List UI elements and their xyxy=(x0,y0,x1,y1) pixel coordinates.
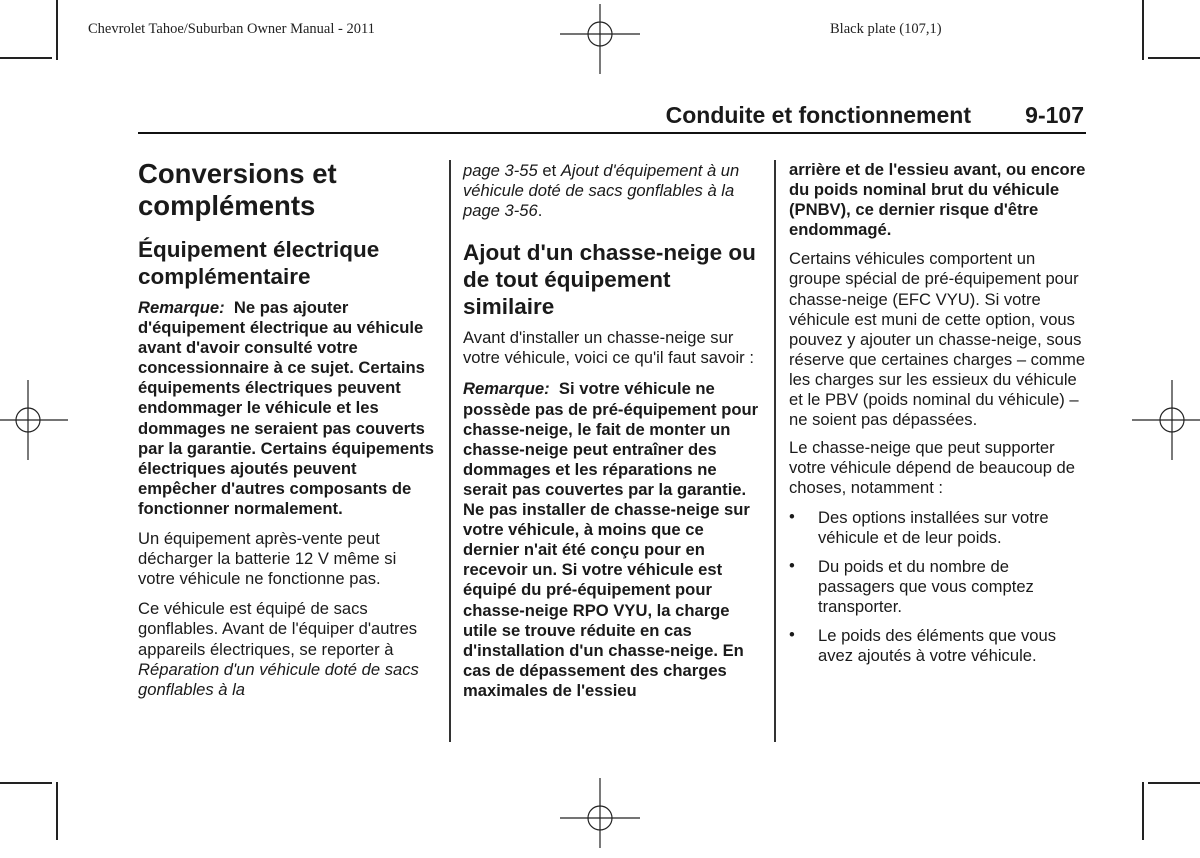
cross-reference-link[interactable]: Ajout d'équipement à un véhicule doté de sacs gonflables à la page 3-56 xyxy=(463,161,740,221)
cross-reference-link[interactable]: page 3-55 xyxy=(463,161,538,180)
column-1 xyxy=(138,158,436,700)
notice-text: Si votre véhicule ne possède pas de pré-équipement pour chasse-neige, le fait de monter un chasse-neige peut entraîner des dommages et les réparations ne serait pas couvertes par la garantie. Ne pas installer de chasse-neige sur votre véhicule, à moins que ce dernier n'ait été conçu pour en recevoir un. Si votre véhicule est équipé du pré-équipement pour chasse-neige RPO VYU, la charge utile se trouve réduite en cas d'installation d'un chasse-neige. En cas de dépassement des charges maximales de l'essieu xyxy=(463,379,759,700)
print-header-right: Black plate (107,1) xyxy=(830,21,942,37)
reference-text: et xyxy=(537,161,561,180)
list-item xyxy=(789,626,1087,666)
crop-mark xyxy=(56,782,58,840)
list-item xyxy=(789,557,1087,617)
notice-label: Remarque: xyxy=(138,298,225,317)
notice-electrical xyxy=(138,298,436,519)
bullet-icon: • xyxy=(789,506,795,526)
registration-mark-bottom xyxy=(560,778,640,858)
cross-reference-link[interactable]: Réparation d'un véhicule doté de sacs gonflables à la xyxy=(138,659,419,699)
paragraph-text: Ce véhicule est équipé de sacs gonflables. Avant de l'équiper d'autres appareils électriques, se reporter à xyxy=(138,599,418,659)
crop-mark xyxy=(1142,782,1144,840)
column-3 xyxy=(789,160,1087,675)
registration-mark-top xyxy=(560,0,640,74)
notice-label: Remarque: xyxy=(463,379,550,399)
reference-text: . xyxy=(537,201,543,221)
subheading-snowplow: Ajout d'un chasse-neige ou de tout équipement similaire xyxy=(463,240,756,320)
list-item-text: Le poids des éléments que vous avez ajoutés à votre véhicule. xyxy=(818,625,1057,666)
bullet-list xyxy=(789,508,1087,667)
column-divider xyxy=(774,160,776,742)
section-title: Conduite et fonctionnement xyxy=(665,102,971,128)
bullet-icon: • xyxy=(789,555,795,575)
subheading-electrical: Équipement électrique complémentaire xyxy=(138,237,380,289)
paragraph: Le chasse-neige que peut supporter votre véhicule dépend de beaucoup de choses, notamment : xyxy=(789,438,1076,498)
list-item-text: Des options installées sur votre véhicule et de leur poids. xyxy=(818,507,1049,547)
crop-mark xyxy=(0,57,52,59)
notice-continued: arrière et de l'essieu avant, ou encore du poids nominal brut du véhicule (PNBV), ce dernier risque d'être endommagé. xyxy=(789,160,1086,240)
paragraph: Un équipement après-vente peut décharger la batterie 12 V même si votre véhicule ne fonctionne pas. xyxy=(138,529,397,589)
notice-snowplow xyxy=(463,379,761,701)
crop-mark xyxy=(1148,782,1200,784)
column-divider xyxy=(449,160,451,742)
crop-mark xyxy=(0,782,52,784)
bullet-icon: • xyxy=(789,624,795,644)
chapter-title: Conversions et compléments xyxy=(138,158,337,221)
continued-reference xyxy=(463,161,761,221)
column-2 xyxy=(463,161,761,701)
paragraph: Avant d'installer un chasse-neige sur votre véhicule, voici ce qu'il faut savoir : xyxy=(463,328,754,368)
paragraph: Certains véhicules comportent un groupe spécial de pré-équipement pour chasse-neige (EFC VYU). Si votre véhicule est muni de cette option, vous pouvez y ajouter un chasse-neige, sous réserve que certaines charges – comme les charges sur les essieux du véhicule et le PBV (poids nominal du véhicule) – ne soient pas dépassées. xyxy=(789,249,1086,430)
list-item xyxy=(789,508,1087,548)
registration-mark-right xyxy=(1132,380,1200,460)
crop-mark xyxy=(1148,57,1200,59)
notice-text: Ne pas ajouter d'équipement électrique au véhicule avant d'avoir consulté votre concessionnaire à ce sujet. Certains équipements électriques peuvent endommager le véhicule et les dommages ne seraient pas couverts par la garantie. Certains équipements électriques ajoutés peuvent empêcher d'autres composants de fonctionner normalement. xyxy=(138,298,435,518)
list-item-text: Du poids et du nombre de passagers que vous comptez transporter. xyxy=(818,556,1034,616)
section-header xyxy=(138,102,1086,134)
crop-mark xyxy=(1142,0,1144,60)
page-number: 9-107 xyxy=(1025,102,1084,128)
registration-mark-left xyxy=(0,380,68,460)
print-header-left: Chevrolet Tahoe/Suburban Owner Manual - 2011 xyxy=(88,21,375,37)
crop-mark xyxy=(56,0,58,60)
paragraph xyxy=(138,599,436,699)
